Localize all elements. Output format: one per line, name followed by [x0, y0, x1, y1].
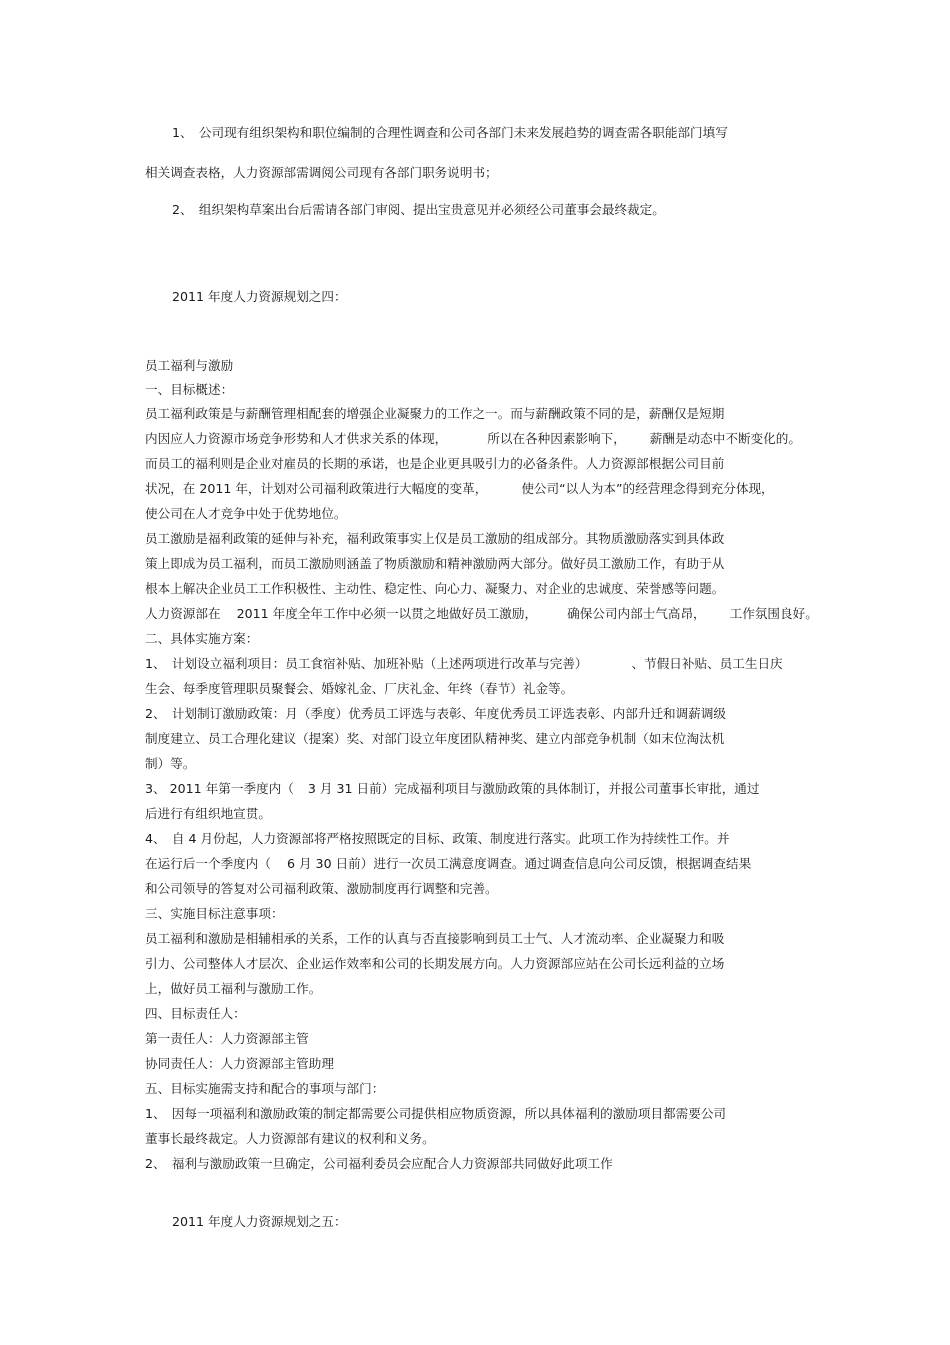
paragraph-line: 根本上解决企业员工工作积极性、主动性、稳定性、向心力、凝聚力、对企业的忠诚度、荣誉感等问题。	[145, 581, 725, 596]
intro-item-1-line-1: 1、 公司现有组织架构和职位编制的合理性调查和公司各部门未来发展趋势的调查需各职能部门填写	[172, 125, 728, 140]
heading-support: 五、目标实施需支持和配合的事项与部门：	[145, 1081, 385, 1096]
plan-item-3-line: 后进行有组织地宣贯。	[145, 806, 271, 821]
plan-item-1-line: 1、 计划设立福利项目：员工食宿补贴、加班补贴（上述两项进行改革与完善） 、节假日补贴、员工生日庆	[145, 656, 783, 671]
paragraph-line: 而员工的福利则是企业对雇员的长期的承诺，也是企业更具吸引力的必备条件。人力资源部根据公司目前	[145, 456, 725, 471]
intro-item-2: 2、 组织架构草案出台后需请各部门审阅、提出宝贵意见并必须经公司董事会最终裁定。	[172, 202, 665, 217]
section-4-heading: 2011 年度人力资源规划之四：	[172, 289, 347, 304]
plan-item-1-line: 生会、每季度管理职员聚餐会、婚嫁礼金、厂庆礼金、年终（春节）礼金等。	[145, 681, 574, 696]
paragraph-line: 使公司在人才竞争中处于优势地位。	[145, 506, 347, 521]
heading-responsible: 四、目标责任人：	[145, 1006, 246, 1021]
responsible-assist: 协同责任人：人力资源部主管助理	[145, 1056, 334, 1071]
heading-goal-overview: 一、目标概述：	[145, 382, 234, 397]
paragraph-line: 员工福利政策是与薪酬管理相配套的增强企业凝聚力的工作之一。而与薪酬政策不同的是，薪酬仅是短期	[145, 406, 725, 421]
heading-notes: 三、实施目标注意事项：	[145, 906, 284, 921]
paragraph-line: 策上即成为员工福利，而员工激励则涵盖了物质激励和精神激励两大部分。做好员工激励工作，有助于从	[145, 556, 725, 571]
paragraph-line: 员工福利和激励是相辅相承的关系，工作的认真与否直接影响到员工士气、人才流动率、企业凝聚力和吸	[145, 931, 725, 946]
paragraph-line: 引力、公司整体人才层次、企业运作效率和公司的长期发展方向。人力资源部应站在公司长远利益的立场	[145, 956, 725, 971]
section-title: 员工福利与激励	[145, 358, 234, 373]
support-item-1-line: 1、 因每一项福利和激励政策的制定都需要公司提供相应物质资源，所以具体福利的激励项目都需要公司	[145, 1106, 727, 1121]
section-5-heading: 2011 年度人力资源规划之五：	[172, 1214, 347, 1229]
plan-item-3-line: 3、 2011 年第一季度内（ 3 月 31 日前）完成福利项目与激励政策的具体制订，并报公司董事长审批，通过	[145, 781, 760, 796]
support-item-2: 2、 福利与激励政策一旦确定，公司福利委员会应配合人力资源部共同做好此项工作	[145, 1156, 613, 1171]
plan-item-2-line: 2、 计划制订激励政策：月（季度）优秀员工评选与表彰、年度优秀员工评选表彰、内部升迁和调薪调级	[145, 706, 727, 721]
paragraph-line: 状况，在 2011 年，计划对公司福利政策进行大幅度的变革， 使公司“以人为本”的经营理念得到充分体现，	[145, 481, 774, 496]
paragraph-line: 人力资源部在 2011 年度全年工作中必须一以贯之地做好员工激励， 确保公司内部士气高昂， 工作氛围良好。	[145, 606, 818, 621]
heading-implementation-plan: 二、具体实施方案：	[145, 631, 259, 646]
plan-item-2-line: 制度建立、员工合理化建议（提案）奖、对部门设立年度团队精神奖、建立内部竞争机制（如末位淘汰机	[145, 731, 725, 746]
paragraph-line: 内因应人力资源市场竞争形势和人才供求关系的体现， 所以在各种因素影响下， 薪酬是动态中不断变化的。	[145, 431, 801, 446]
support-item-1-line: 董事长最终裁定。人力资源部有建议的权利和义务。	[145, 1131, 435, 1146]
responsible-first: 第一责任人：人力资源部主管	[145, 1031, 309, 1046]
paragraph-line: 员工激励是福利政策的延伸与补充，福利政策事实上仅是员工激励的组成部分。其物质激励落实到具体政	[145, 531, 725, 546]
plan-item-2-line: 制）等。	[145, 756, 196, 771]
paragraph-line: 上，做好员工福利与激励工作。	[145, 981, 322, 996]
plan-item-4-line: 4、 自 4 月份起，人力资源部将严格按照既定的目标、政策、制度进行落实。此项工作为持续性工作。并	[145, 831, 730, 846]
plan-item-4-line: 在运行后一个季度内（ 6 月 30 日前）进行一次员工满意度调查。通过调查信息向公司反馈，根据调查结果	[145, 856, 752, 871]
plan-item-4-line: 和公司领导的答复对公司福利政策、激励制度再行调整和完善。	[145, 881, 498, 896]
intro-item-1-line-2: 相关调查表格，人力资源部需调阅公司现有各部门职务说明书；	[145, 165, 498, 180]
